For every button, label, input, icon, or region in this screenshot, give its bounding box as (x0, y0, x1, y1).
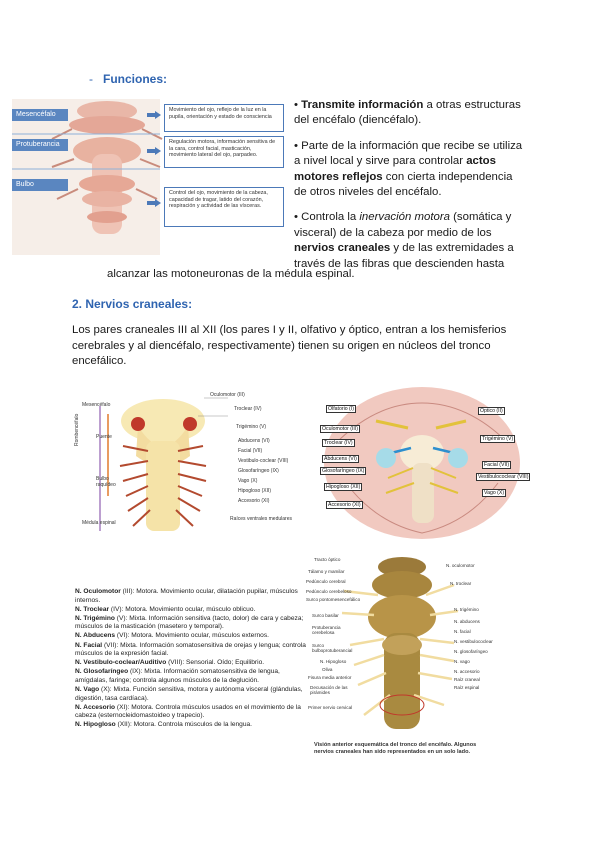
bullet-text: y de las extremidades a través de las fibras que descienden hasta (294, 242, 514, 270)
label-rombencefalo: Rombencéfalo (74, 413, 80, 446)
nerve-item (75, 642, 313, 659)
nerve-label: Abducens (VI) (238, 438, 270, 444)
anterior-brainstem-figure (306, 555, 493, 739)
section-heading-funciones (89, 72, 167, 86)
label-mesencefalo: Mesencéfalo (82, 402, 111, 408)
bullet-item (294, 98, 526, 129)
nerve-number: (VIII): (166, 659, 187, 667)
functions-bullet-list (294, 98, 526, 272)
nerve-description: Motora. Movimiento ocular, músculos externos. (131, 632, 269, 640)
figure-caption: Visión anterior esquemática del tronco del encéfalo. Algunos nervios craneales han sido representados en un solo lado. (314, 742, 477, 755)
nerve-description: Motora. Movimiento ocular, dilatación pupilar, músculos internos. (75, 588, 298, 604)
nerve-label: Raíz espinal (454, 685, 480, 690)
heading-bullet: - (89, 72, 93, 86)
nerve-item (75, 588, 313, 605)
nerve-number: (XII): (115, 721, 134, 729)
nerve-name: N. Glosofaríngeo (75, 668, 129, 676)
label-bulbo: Bulbo raquídeo (96, 476, 116, 488)
nerve-description: Mixta. Información somatosensitiva de orejas y lengua; controla músculos de la expresión facial. (75, 641, 306, 658)
nerve-label: N. oculomotor (446, 563, 475, 568)
bullet-text: a otras estructuras del encéfalo (diencéfalo). (294, 99, 521, 127)
nerve-name: N. Oculomotor (75, 588, 121, 595)
nerve-tag: Troclear (IV) (324, 440, 353, 446)
brain-base-figure (316, 383, 528, 540)
nerve-label: N. vestibulococlear (454, 639, 493, 644)
anatomy-label: Tracto óptico (314, 557, 341, 562)
nerve-number: (VII): (102, 641, 121, 649)
bullet-item (294, 139, 526, 201)
section-heading-nervios: 2. Nervios craneales: (72, 297, 193, 311)
nerve-name: N. Vago (75, 686, 100, 694)
nerve-label: Vestibulo-coclear (VIII) (238, 458, 289, 464)
nerve-item (75, 615, 313, 632)
bullet-bold: actos motores reflejos (294, 155, 496, 183)
row-label-mesencefalo: Mesencéfalo (12, 109, 68, 121)
nerve-tag: Oculomotor (III) (322, 426, 359, 432)
nerve-label: N. trigémino (454, 607, 479, 612)
nerve-number: (IX): (128, 668, 145, 676)
nerve-description: Mixta. Función sensitiva, motora y autónoma visceral (glándulas, digestión, tasa cardíaca). (75, 686, 303, 702)
anatomy-label: Surco bulboprotuberancial (312, 643, 353, 653)
nerve-label: Facial (VII) (238, 448, 263, 454)
bullet-italic: inervación motora (359, 211, 450, 224)
nerve-tag: Trigémino (V) (482, 436, 514, 442)
nerve-tag: Glosofaríngeo (IX) (322, 468, 365, 474)
nerve-item (75, 686, 313, 703)
nerve-item (75, 632, 313, 641)
nerve-name: N. Troclear (75, 605, 110, 613)
nerve-number: (XI): (115, 703, 132, 711)
nerve-name: N. Hipogloso (75, 721, 116, 729)
nerve-number: (V): (114, 614, 130, 622)
nerve-label: N. abducens (454, 619, 480, 624)
nerve-label: Troclear (IV) (234, 406, 262, 412)
bullet-item (294, 210, 526, 272)
anatomy-label: Primer nervio cervical (308, 705, 353, 710)
nerve-label: N. accesorio (454, 669, 480, 674)
nerve-name: N. Accesorio (75, 703, 116, 711)
anatomy-label: Pedúnculo cerebeloso (306, 589, 352, 594)
bullet-continuation: alcanzar las motoneuronas de la médula espinal. (107, 268, 355, 280)
nerve-number: (III): (120, 588, 137, 595)
nerve-label: Raíz craneal (454, 677, 480, 682)
bullet-text: • (294, 99, 302, 111)
anatomy-label: Surco pontomesencefálico (306, 597, 361, 602)
nerve-description: Mixta. Información somatosensitiva de lengua, amígdalas, faringe; controla algunos músculos de la deglución. (75, 668, 280, 684)
nerve-label: Glosofaríngeo (IX) (238, 468, 279, 474)
nerve-label: Trigémino (V) (236, 424, 267, 430)
nerve-label: N. facial (454, 629, 471, 634)
brainstem-nerves-figure (74, 386, 300, 536)
label-puente: Puente (96, 434, 112, 440)
heading-text: Funciones: (103, 72, 168, 86)
anatomy-label: Fisura media anterior (308, 675, 352, 680)
nerve-label: N. glosofaríngeo (454, 649, 488, 654)
row-label-protuberancia: Protuberancia (12, 139, 68, 151)
nerve-item (75, 668, 313, 685)
nerve-tag: Hipogloso (XII) (326, 484, 361, 490)
nerve-name: N. Facial (75, 641, 103, 649)
function-box-mesencefalo: Movimiento del ojo, reflejo de la luz en la pupila, orientación y estado de consciencia (164, 104, 284, 132)
function-box-bulbo: Control del ojo, movimiento de la cabeza, capacidad de tragar, latido del corazón, respiración y actividad de las vísceras. (164, 187, 284, 227)
nerve-name: N. Vestibulo-coclear/Auditivo (75, 659, 167, 667)
nerve-label: N. troclear (450, 581, 472, 586)
row-label-bulbo: Bulbo (12, 179, 68, 191)
nerve-tag: Óptico (II) (480, 408, 503, 414)
nerve-label: Accesorio (XI) (238, 498, 270, 504)
bullet-text: (somática y visceral) de la cabeza por medio de los (294, 211, 512, 239)
arrow-icon (147, 147, 161, 155)
nerve-item (75, 704, 313, 721)
brainstem-functions-figure (12, 99, 284, 255)
nerve-tag: Facial (VII) (484, 462, 510, 468)
function-box-protuberancia: Regulación motora, información sensitiva de la cara, control facial, masticación, movimiento lateral del ojo, parpadeo. (164, 136, 284, 168)
intro-paragraph: Los pares craneales III al XII (los pares I y II, olfativo y óptico, entran a los hemisferios cerebrales y al diencéfalo, respectivamente) tienen su origen en núcleos del tronco encefálico. (72, 324, 507, 368)
bullet-text: con cierta independencia de otros niveles del encéfalo. (294, 170, 513, 199)
anatomy-label: N. Hipogloso (320, 659, 347, 664)
bullet-text: • Controla la (294, 211, 360, 224)
nerve-label: Hipogloso (XII) (238, 488, 272, 494)
nerve-number: (VI): (115, 632, 132, 640)
nerve-number: (IV): (109, 605, 126, 613)
nerve-name: N. Trigémino (75, 614, 115, 622)
nerve-label: Raíces ventrales medulares (230, 516, 292, 522)
nerve-label: Oculomotor (III) (210, 392, 245, 398)
bullet-text: • Parte de la información que recibe se utiliza a nivel local y sirve para controlar (294, 139, 523, 168)
arrow-icon (147, 111, 161, 119)
nerve-tag: Vestibulococlear (VIII) (478, 474, 529, 480)
nerve-tag: Accesorio (XI) (328, 502, 361, 508)
anatomy-label: Tálamo y mamilar (308, 569, 345, 574)
nerve-description: Motora. Movimiento ocular, músculo oblicuo. (125, 605, 256, 613)
bullet-bold: Transmite información (301, 99, 424, 111)
bullet-bold: nervios craneales (294, 242, 391, 255)
nerve-number: (X): (99, 686, 114, 694)
arrow-icon (147, 199, 161, 207)
anatomy-label: Surco basilar (312, 613, 339, 618)
nerve-description: Sensorial. Oído; Equilibrio. (186, 659, 265, 667)
cranial-nerve-list (75, 588, 313, 731)
nerve-description: Mixta. Información sensitiva (tacto, dolor) de cara y cabeza; músculos de la masticación (masetero y temporal). (75, 614, 304, 631)
nerve-tag: Olfatorio (I) (328, 406, 354, 412)
anatomy-label: Decusación de las pirámides (310, 685, 348, 695)
nerve-item (75, 606, 313, 615)
nerve-tag: Abducens (VI) (324, 456, 357, 462)
nerve-name: N. Abducens (75, 632, 116, 640)
nerve-label: Vago (X) (238, 478, 258, 484)
anatomy-label: Oliva (322, 667, 333, 672)
nerve-item (75, 721, 313, 730)
anatomy-label: Pedúnculo cerebral (306, 579, 346, 584)
nerve-description: Motora. Controla músculos usados en el movimiento de la cabeza (esternocleidomastoideo y trapecio). (75, 703, 301, 720)
nerve-tag: Vago (X) (484, 490, 505, 496)
label-medula: Médula espinal (82, 520, 116, 526)
anatomy-label: Protuberancia cerebelosa (312, 625, 341, 635)
nerve-label: N. vago (454, 659, 470, 664)
nerve-item (75, 659, 313, 668)
nerve-description: Motora. Controla músculos de la lengua. (133, 721, 253, 729)
